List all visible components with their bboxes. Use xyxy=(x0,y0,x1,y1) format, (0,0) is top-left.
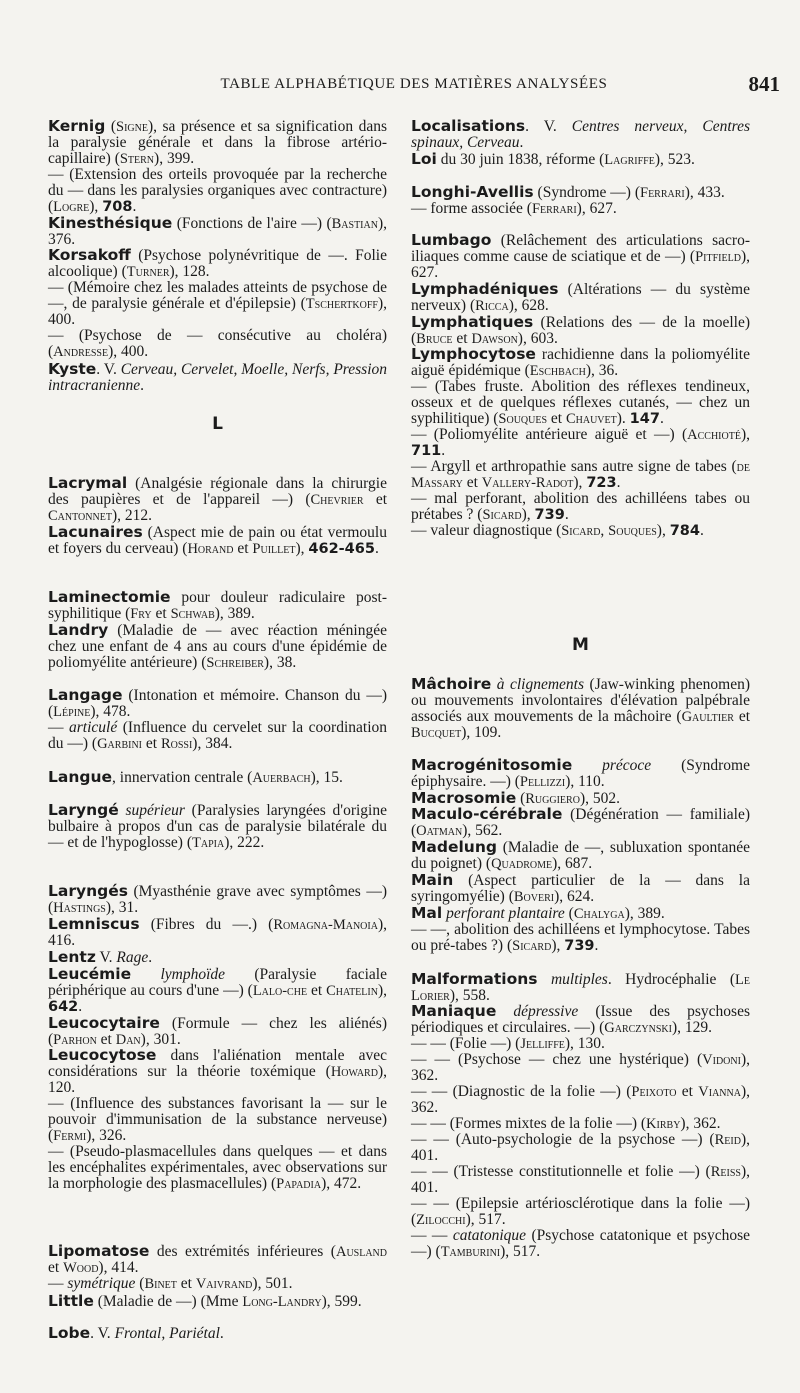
entry-maniaque: Maniaque dépressive (Issue des psychoses périodiques et circulaires. —) (Garczynski), 129. — — (Folie —) (Jelliffe), 130. — — (Psychose — chez une hystérique) (Vidoni), 362. — — (Diagnostic de la folie —) (Peixoto et Vianna), 362. — — (Formes mixtes de la folie —) (Kirby), 362. — — (Auto-psychologie de la psychose —) (Reid), 401. — — (Tristesse constitutionnelle et folie —) (Reiss), 401. — — (Epilepsie artériosclérotique dans la folie —) (Zilocchi), 517. — — catatonique (Psychose catatonique et psychose —) (Tamburini), 517. xyxy=(411,1002,751,1260)
entry-main: Main (Aspect particulier de la — dans la syringomyélie) (Boveri), 624. xyxy=(411,871,750,905)
entry-lacrymal: Lacrymal (Analgésie régionale dans la chirurgie des paupières et de l'appareil —) (Chevrier et Cantonnet), 212. xyxy=(48,474,388,524)
entry-leucocytaire: Leucocytaire (Formule — chez les aliénés) (Parhon et Dan), 301. xyxy=(48,1014,387,1048)
entry-laminectomie: Laminectomie pour douleur radiculaire post-syphilitique (Fry et Schwab), 389. xyxy=(48,588,387,622)
left-column xyxy=(48,118,387,1342)
section-letter-m: M xyxy=(572,635,589,655)
entry-little: Little (Maladie de —) (Mme Long-Landry), 599. xyxy=(48,1292,362,1310)
entry-lymphadeniques: Lymphadéniques (Altérations — du système nerveux) (Ricca), 628. xyxy=(411,280,750,314)
entry-larynge: Laryngé supérieur (Paralysies laryngées d'origine bulbaire à propos d'un cas de paralysie bilatérale du — et de l'hypoglosse) (Tapia), 222. xyxy=(48,801,387,851)
entry-kinesthesique: Kinesthésique (Fonctions de l'aire —) (Bastian), 376. xyxy=(48,214,387,248)
entry-lobe: Lobe. V. Frontal, Pariétal. xyxy=(48,1324,224,1342)
entry-lumbago: Lumbago (Relâchement des articulations sacro-iliaques comme cause de sciatique et de —) (Pitfield), 627. xyxy=(411,231,750,281)
entry-lemniscus: Lemniscus (Fibres du —.) (Romagna-Manoia), 416. xyxy=(48,915,387,949)
entry-kyste: Kyste. V. Cerveau, Cervelet, Moelle, Nerfs, Pression intracranienne. xyxy=(48,360,388,394)
entry-landry: Landry (Maladie de — avec réaction méningée chez une enfant de 4 ans au cours d'une épidémie de poliomyélite antérieure) (Schreiber), 38. xyxy=(48,621,387,671)
entry-localisations: Localisations. V. Centres nerveux, Centres spinaux, Cerveau. xyxy=(411,117,751,151)
entry-lacunaires: Lacunaires (Aspect mie de pain ou état vermoulu et foyers du cerveau) (Horand et Puillet), 462-465. xyxy=(48,523,387,557)
entry-mal: Mal perforant plantaire (Chalyga), 389. — —, abolition des achilléens et lymphocytose. Tabes ou pré-tabes ?) (Sicard), 739. xyxy=(411,904,750,954)
entry-lymphatiques: Lymphatiques (Relations des — de la moelle) (Bruce et Dawson), 603. xyxy=(411,313,750,347)
entry-loi: Loi du 30 juin 1838, réforme (Lagriffe), 523. xyxy=(411,150,695,168)
entry-maculo-cerebrale: Maculo-cérébrale (Dégénération — familiale) (Oatman), 562. xyxy=(411,805,750,839)
entry-macrosomie: Macrosomie (Ruggiero), 502. xyxy=(411,789,620,807)
entry-macrogenitosomie: Macrogénitosomie précoce (Syndrome épiphysaire. —) (Pellizzi), 110. xyxy=(411,756,750,790)
entry-lentz: Lentz V. Rage. xyxy=(48,948,153,966)
entry-longhi: Longhi-Avellis (Syndrome —) (Ferrari), 433. — forme associée (Ferrari), 627. xyxy=(411,183,725,217)
entry-larynges: Laryngés (Myasthénie grave avec symptômes —) (Hastings), 31. xyxy=(48,882,387,916)
entry-lymphocytose: Lymphocytose rachidienne dans la poliomyélite aiguë épidémique (Eschbach), 36. — (Tabes fruste. Abolition des réflexes tendineux, osseux et de quelques réflexes cutanés, — chez un syphilitique) (Souques et Chauvet). 147. — (Poliomyélite antérieure aiguë et —) (Acchioté), 711. — Argyll et arthropathie sans autre signe de tabes (de Massary et Vallery-Radot), 723. — mal perforant, abolition des achilléens tabes ou prétabes ? (Sicard), 739. — valeur diagnostique (Sicard, Souques), 784. xyxy=(411,345,750,539)
entry-langage: Langage (Intonation et mémoire. Chanson du —) (Lépine), 478. — articulé (Influence du cervelet sur la coordination du —) (Garbini et Rossi), 384. xyxy=(48,686,387,752)
page-header xyxy=(48,70,780,104)
entry-langue: Langue, innervation centrale (Auerbach), 15. xyxy=(48,768,343,786)
entry-kernig: Kernig (Signe), sa présence et sa signification dans la paralysie générale et dans la fibrose artério-capillaire) (Stern), 399. — (Extension des orteils provoquée par la recherche du — dans les paralysies organiques avec contracture) (Logre), 708. xyxy=(48,117,388,215)
entry-machoire: Mâchoire à clignements (Jaw-winking phenomen) ou mouvements involontaires d'élévation palpébrale associés aux mouvements de la mâchoire (Gaultier et Bucquet), 109. xyxy=(411,675,750,741)
section-letter-l: L xyxy=(212,414,223,434)
entry-madelung: Madelung (Maladie de —, subluxation spontanée du poignet) (Quadrome), 687. xyxy=(411,838,750,872)
entry-malformations: Malformations multiples. Hydrocéphalie (Le Lorier), 558. xyxy=(411,970,751,1004)
entry-leucocytose: Leucocytose dans l'aliénation mentale avec considérations sur la théorie toxémique (Howard), 120. — (Influence des substances favorisant la — sur le pouvoir d'immunisation de la substance nerveuse) (Fermi), 326. — (Pseudo-plasmacellules dans quelques — et dans les encéphalites expérimentales, avec observations sur la morphologie des plasmacellules) (Papadia), 472. xyxy=(48,1046,387,1192)
right-column xyxy=(411,118,750,1279)
entry-leucemie: Leucémie lymphoïde (Paralysie faciale périphérique au cours d'une —) (Lalo-che et Chatelin), 642. xyxy=(48,965,387,1015)
page-number: 841 xyxy=(748,72,780,96)
running-title: TABLE ALPHABÉTIQUE DES MATIÈRES ANALYSÉES xyxy=(220,76,608,92)
entry-lipomatose: Lipomatose des extrémités inférieures (Ausland et Wood), 414. — symétrique (Binet et Vaivrand), 501. xyxy=(48,1242,387,1292)
entry-korsakoff: Korsakoff (Psychose polynévritique de —. Folie alcoolique) (Turner), 128. — (Mémoire chez les malades atteints de psychose de —, de paralysie générale et d'épilepsie) (Tschertkoff), 400. — (Psychose de — consécutive au choléra) (Andresse), 400. xyxy=(48,246,387,360)
